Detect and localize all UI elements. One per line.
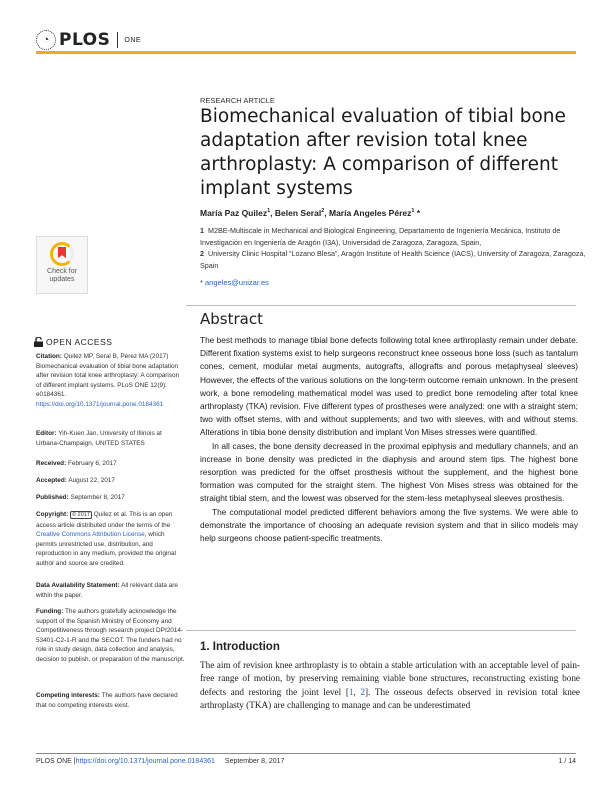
footer-doi-link[interactable]: https://doi.org/10.1371/journal.pone.0184361 — [75, 758, 215, 765]
citation-doi-link[interactable]: https://doi.org/10.1371/journal.pone.0184361 — [36, 400, 164, 408]
article-title: Biomechanical evaluation of tibial bone adaptation after revision total knee arthroplasty: A comparison of different implant systems — [200, 106, 566, 199]
check-for-updates-badge[interactable] — [36, 236, 88, 294]
affiliation-number: 1 — [200, 226, 204, 235]
funding-block — [36, 607, 186, 665]
reference-link[interactable]: 1 — [348, 686, 354, 697]
funding-text: The authors gratefully acknowledge the support of the Spanish Ministry of Economy and Competitiveness through research project DPI2014-53401-C2-1-R and the SECOT. The funders had no role in study design, data collection and analysis, decision to publish, or preparation of the manuscript. — [36, 608, 185, 663]
open-access-text: OPEN ACCESS — [46, 337, 113, 347]
introduction-body — [200, 659, 580, 712]
email-link[interactable]: angeles@unizar.es — [205, 278, 269, 287]
plos-one-logo[interactable] — [36, 30, 141, 50]
copyright-label: Copyright: — [36, 511, 69, 518]
author-affiliation-mark: 1 — [267, 208, 271, 215]
published-label: Published: — [36, 494, 69, 501]
abstract-paragraph: In all cases, the bone density decreased in the proximal epiphysis and medullary channels, and an increase in bone density was predicted in the diaphysis and around stem tips. The highest bone resorption was predicted for the offset prosthesis without the supplement, and the highest bone formation was computed for the straight stem. The highest Von Mises stress was obtained for the straight tibial stem, and the lowest was observed for the stem-less metaphyseal sleeves prosthesis. — [200, 440, 578, 504]
header-accent-rule — [36, 51, 576, 54]
accepted-block — [36, 476, 186, 486]
affiliation-text: M2BE-Multiscale in Mechanical and Biological Engineering, Departamento de Ingeniería Mecánica, Instituto de Investigación en Ingeniería de Aragón (I3A), Universidad de Zaragoza, Zaragoza, Spain, — [200, 226, 561, 247]
footer-journal: PLOS ONE | — [36, 758, 76, 765]
introduction-divider — [186, 630, 576, 631]
affiliation-number: 2 — [200, 249, 204, 258]
author-separator: , — [270, 208, 275, 218]
check-line-1: Check for — [47, 268, 77, 275]
copyright-text: Quilez et al. This is an open access article distributed under the terms of the — [36, 511, 173, 529]
affiliations — [200, 225, 590, 271]
introduction-heading: 1. Introduction — [200, 641, 280, 653]
reference-link[interactable]: 2 — [360, 686, 366, 697]
author-name[interactable]: María Paz Quilez — [200, 208, 268, 218]
abstract-divider — [186, 305, 576, 306]
author-affiliation-mark: 1 — [411, 208, 415, 215]
author-list — [200, 208, 420, 218]
author-affiliation-mark: 2 — [321, 208, 325, 215]
published-date: September 8, 2017 — [70, 494, 125, 501]
competing-interests-block — [36, 691, 186, 710]
competing-interests-text: The authors have declared that no competing interests exist. — [36, 692, 178, 709]
published-block — [36, 493, 186, 503]
corresponding-mark: * — [414, 208, 421, 218]
abstract-paragraph: The best methods to manage tibial bone defects following total knee arthroplasty remain under debate. Different fixation systems exist to help surgeons reconstruct knee osseous bone loss (such as tantalum cones, cement, modular metal augments, autografts, allografts and porous metaphyseal sleeves) However, the effects of the various solutions on the long-term outcome remain unknown. In the present work, a bone remodeling mathematical model was used to predict bone remodeling after total knee arthroplasty (TKA) revision. Five different types of prostheses were analyzed: one with a straight stem; two with offset stems, with and without supplements; and two with sleeves, with and without stems. Alterations in tibia bone density distribution and implant Von Mises stresses were quantified. — [200, 335, 579, 438]
author-name[interactable]: Belen Seral — [274, 208, 322, 218]
logo-plos-text: PLOS — [59, 30, 111, 50]
affiliation-item — [200, 248, 590, 271]
introduction-text-end: ]. The osseous defects observed in revision total knee arthroplasty (TKA) are challenging to manage and can be underestimated — [200, 686, 580, 710]
received-date: February 6, 2017 — [67, 460, 117, 467]
copyright-text-end: , which permits unrestricted use, distribution, and reproduction in any medium, provided the original author and source are credited. — [36, 531, 176, 567]
cc-license-link[interactable]: Creative Commons Attribution License — [36, 531, 145, 539]
copyright-block — [36, 510, 186, 569]
editor-text: Yih-Kuen Jan, University of Illinois at Urbana-Champaign, UNITED STATES — [36, 430, 162, 447]
abstract-heading: Abstract — [200, 310, 263, 328]
page-footer — [36, 758, 576, 765]
affiliation-item — [200, 225, 590, 248]
data-availability-label: Data Availability Statement: — [36, 582, 120, 589]
abstract-body — [200, 334, 578, 545]
corresponding-email — [200, 278, 269, 287]
editor-block — [36, 429, 186, 448]
received-label: Received: — [36, 460, 67, 467]
affiliation-text: University Clinic Hospital “Lozano Blesa”, Aragón Institute of Health Science (IACS), University of Zaragoza, Zaragoza, Spain — [200, 249, 586, 270]
article-type: RESEARCH ARTICLE — [200, 96, 275, 105]
footer-divider — [36, 753, 576, 754]
check-line-2: updates — [49, 276, 75, 283]
funding-label: Funding: — [36, 608, 64, 615]
page-number: 1 / 14 — [558, 758, 576, 765]
copyright-badge: © 2017 — [72, 512, 90, 518]
author-separator: , — [324, 208, 329, 218]
open-access-label — [34, 337, 112, 347]
citation-block — [36, 352, 186, 410]
citation-label: Citation: — [36, 353, 62, 360]
data-availability-block — [36, 581, 186, 600]
logo-divider — [117, 32, 118, 48]
introduction-text: The aim of revision knee arthroplasty is to obtain a stable articulation with an acceptable level of pain-free range of motion, by preserving remaining viable bone structures, reconstructing existing bone defects and restoring the joint level [ — [200, 660, 580, 697]
logo-journal-text: ONE — [124, 36, 142, 44]
competing-interests-label: Competing interests: — [36, 692, 100, 699]
abstract-paragraph: The computational model predicted different behaviors among the five systems. We were able to demonstrate the importance of choosing an adequate revision system and that in silico models may help surgeons choose patient-specific treatments. — [200, 506, 578, 544]
crossmark-icon — [50, 242, 74, 266]
data-availability-text: All relevant data are within the paper. — [36, 582, 178, 599]
open-lock-icon — [34, 337, 43, 347]
plos-globe-icon: ◔ — [36, 30, 56, 50]
footer-date: September 8, 2017 — [224, 758, 285, 765]
corresponding-star: * — [200, 278, 203, 287]
editor-label: Editor: — [36, 430, 57, 437]
reference-separator: , — [353, 686, 361, 697]
check-for-updates-label — [47, 268, 77, 284]
accepted-date: August 22, 2017 — [68, 477, 115, 484]
citation-text: Quilez MP, Seral B, Pérez MA (2017) Biomechanical evaluation of tibial bone adaptation after revision total knee arthroplasty: A comparison of different implant systems. PLoS ONE 12(9): e0184361. — [36, 353, 180, 399]
accepted-label: Accepted: — [36, 477, 67, 484]
author-name[interactable]: María Angeles Pérez — [329, 208, 412, 218]
received-block — [36, 459, 186, 469]
